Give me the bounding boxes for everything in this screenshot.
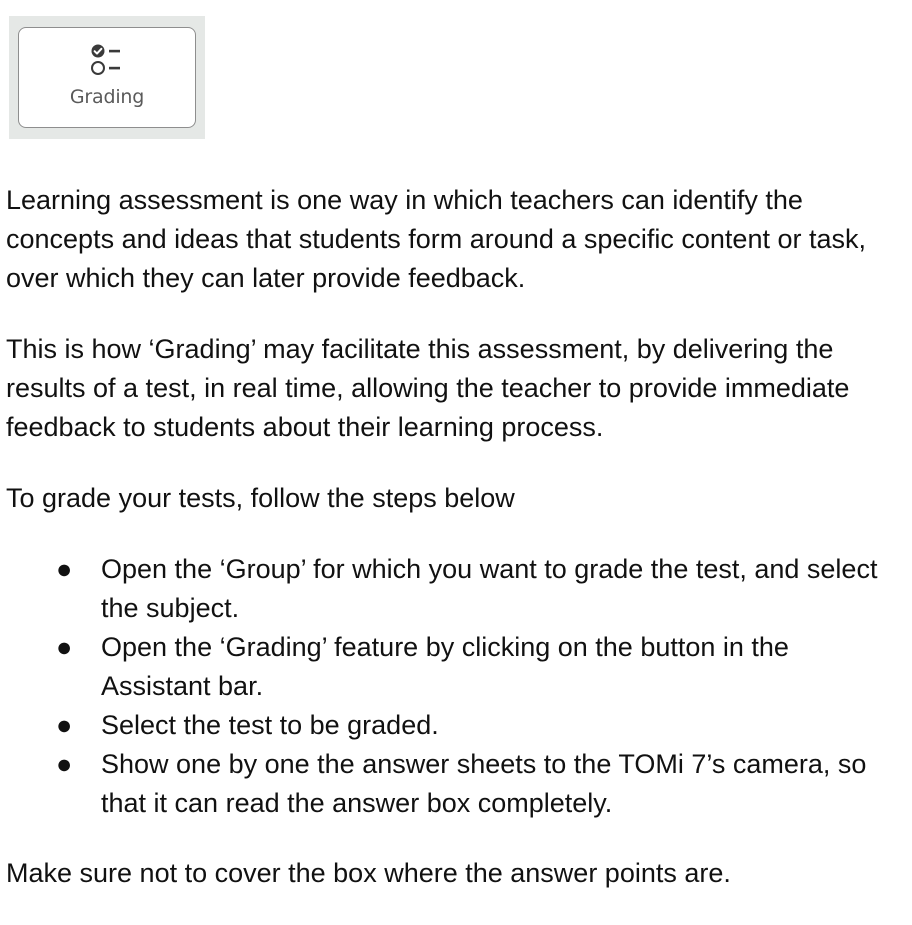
- list-item: [6, 745, 911, 823]
- closing-note: Make sure not to cover the box where the answer points are.: [6, 858, 731, 888]
- step-text: Select the test to be graded.: [101, 710, 439, 740]
- grading-description-paragraph: This is how ‘Grading’ may facilitate this assessment, by delivering the results of a test, in real time, allowing the teacher to provide immediate feedback to students about their learning process.: [6, 334, 850, 442]
- article-body: [6, 181, 911, 925]
- grading-button-label: Grading: [69, 86, 145, 108]
- bullet-icon: ●: [56, 632, 73, 662]
- step-text: Open the ‘Group’ for which you want to grade the test, and select the subject.: [101, 554, 878, 623]
- bullet-icon: ●: [56, 749, 73, 779]
- steps-list: [6, 550, 911, 823]
- list-item: [6, 550, 911, 628]
- bullet-icon: ●: [56, 554, 73, 584]
- step-text: Open the ‘Grading’ feature by clicking on the button in the Assistant bar.: [101, 632, 789, 701]
- intro-paragraph: Learning assessment is one way in which teachers can identify the concepts and ideas that students form around a specific content or task, over which they can later provide feedback.: [6, 185, 866, 293]
- checklist-icon: [86, 42, 128, 84]
- list-item: [6, 706, 911, 745]
- step-text: Show one by one the answer sheets to the TOMi 7’s camera, so that it can read the answer box completely.: [101, 749, 867, 818]
- bullet-icon: ●: [56, 710, 73, 740]
- grading-button[interactable]: [18, 27, 196, 128]
- steps-intro-paragraph: To grade your tests, follow the steps below: [6, 483, 515, 513]
- list-item: [6, 628, 911, 706]
